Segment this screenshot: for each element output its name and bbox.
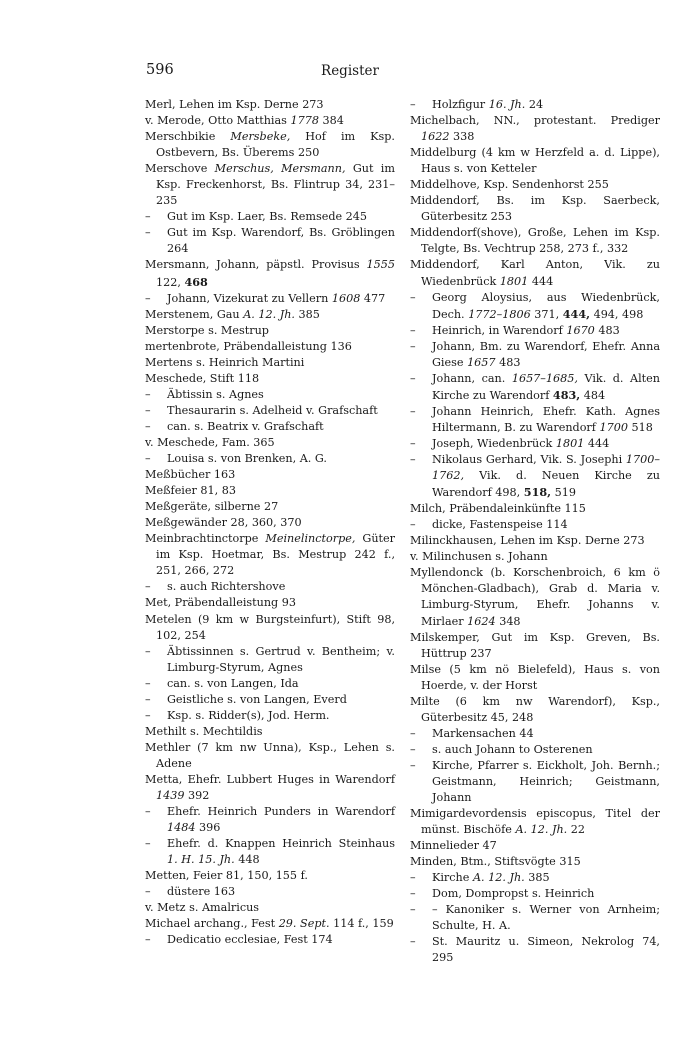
entry-text: Ksp. s. Ridder(s), Jod. Herm.	[167, 708, 330, 722]
index-subentry	[145, 387, 395, 403]
entry-text: Äbtissinnen s. Gertrud v. Bentheim; v. Limburg-Styrum, Agnes	[167, 644, 395, 674]
bold-page-ref: 468	[184, 274, 208, 289]
index-entry	[410, 630, 660, 662]
entry-text: Methler (7 km nw Unna), Ksp., Lehen s. Adene	[145, 740, 395, 770]
index-entry	[145, 257, 395, 290]
index-entry	[145, 371, 395, 387]
entry-text: Ehefr. d. Knappen Heinrich Steinhaus	[167, 837, 395, 851]
index-subentry	[410, 404, 660, 436]
index-subentry	[145, 836, 395, 868]
italic-text: 1772–1806	[468, 307, 531, 321]
entry-text: can. s. Beatrix v. Grafschaft	[167, 419, 324, 433]
index-subentry	[410, 726, 660, 742]
index-entry	[410, 257, 660, 289]
entry-text: Myllendonck (b. Korschenbroich, 6 km ö Mönchen-Gladbach), Grab d. Maria v. Limburg-Styrum, Ehefr. Johanns v. Mirlaer	[410, 566, 660, 628]
italic-text: A. 12. Jh.	[243, 307, 295, 321]
entry-text: 494, 498	[590, 307, 644, 321]
italic-text: 1778	[290, 114, 319, 128]
entry-text: 483	[594, 323, 620, 337]
italic-text: A. 12. Jh.	[515, 823, 568, 837]
entry-text: Nikolaus Gerhard, Vik. S. Josephi	[432, 453, 626, 467]
italic-text: 1608	[331, 291, 361, 305]
entry-text: Middendorf(shove), Große, Lehen im Ksp. Telgte, Bs. Vechtrup 258, 273 f., 332	[410, 226, 660, 256]
italic-text: 1624	[467, 614, 496, 628]
entry-text: Vik. d. Alten Kirche zu Warendorf	[432, 371, 660, 402]
entry-text: Thesaurarin s. Adelheid v. Grafschaft	[167, 403, 378, 417]
entry-text: Gut im Ksp. Freckenhorst, Bs. Flintrup 34, 231–235	[156, 162, 395, 208]
italic-text: 1657–1685,	[511, 371, 578, 385]
index-entry	[145, 435, 395, 451]
entry-text: Johann, can.	[432, 371, 512, 385]
italic-text: 1700	[599, 420, 628, 434]
index-subentry	[410, 436, 660, 452]
entry-text: 396	[195, 821, 221, 835]
entry-text: Johann, Vizekurat zu Vellern	[167, 291, 332, 305]
entry-text: – Kanoniker s. Werner von Arnheim; Schulte, H. A.	[432, 903, 660, 933]
italic-text: 1670	[566, 323, 595, 337]
index-entry	[145, 772, 395, 804]
entry-text: dicke, Fastenspeise 114	[432, 518, 568, 532]
entry-text: Meinbrachtinctorpe	[145, 532, 266, 546]
index-entry	[410, 177, 660, 193]
index-subentry	[145, 579, 395, 595]
entry-text: 519	[551, 486, 576, 500]
italic-text: 1484	[167, 821, 196, 835]
index-entry	[145, 900, 395, 916]
index-subentry	[410, 290, 660, 323]
index-entry	[145, 129, 395, 161]
entry-text: v. Milinchusen s. Johann	[410, 550, 548, 564]
italic-text: 1801	[499, 274, 529, 288]
entry-text: 348	[495, 614, 521, 628]
index-subentry	[410, 934, 660, 966]
index-subentry	[410, 870, 660, 886]
italic-text: 1657	[467, 355, 496, 369]
entry-text: Meßgewänder 28, 360, 370	[145, 516, 302, 530]
entry-text: 371,	[530, 307, 563, 321]
entry-text: Gut im Ksp. Laer, Bs. Remsede 245	[167, 210, 368, 224]
entry-text: Hof im Ksp. Ostbevern, Bs. Überems 250	[156, 130, 395, 160]
index-subentry	[410, 452, 660, 501]
entry-text: 392	[184, 789, 210, 803]
italic-text: 1622	[421, 130, 450, 144]
entry-text: Milskemper, Gut im Ksp. Greven, Bs. Hüttrup 237	[410, 630, 660, 660]
entry-text: Michael archang., Fest	[145, 917, 279, 931]
entry-text: St. Mauritz u. Simeon, Nekrolog 74, 295	[432, 935, 660, 965]
entry-text: Holzfigur	[432, 98, 489, 111]
index-entry	[145, 916, 395, 932]
entry-text: 384	[318, 114, 344, 128]
index-subentry	[410, 517, 660, 533]
entry-text: Milinckhausen, Lehen im Ksp. Derne 273	[410, 534, 645, 548]
index-subentry	[145, 932, 395, 948]
index-subentry	[145, 419, 395, 435]
entry-text: 483	[495, 355, 521, 369]
index-entry	[145, 113, 395, 129]
index-entry	[145, 467, 395, 483]
entry-text: Merstenem, Gau	[145, 307, 244, 321]
entry-text: 338	[449, 130, 475, 144]
index-entry	[145, 595, 395, 611]
bold-page-ref: 444,	[562, 306, 591, 321]
entry-text: Milse (5 km nö Bielefeld), Haus s. von Hoerde, v. der Horst	[410, 662, 660, 692]
index-subentry	[145, 804, 395, 836]
entry-text: Met, Präbendalleistung 93	[145, 596, 297, 610]
entry-text: Dedicatio ecclesiae, Fest 174	[167, 933, 333, 947]
italic-text: Merschus, Mersmann,	[214, 162, 346, 176]
index-subentry	[410, 339, 660, 371]
entry-text: Mersmann, Johann, päpstl. Provisus	[145, 258, 367, 272]
index-entry	[410, 113, 660, 145]
italic-text: 29. Sept.	[278, 917, 330, 931]
entry-text: Michelbach, NN., protestant. Prediger	[410, 114, 660, 128]
entry-text: v. Metz s. Amalricus	[145, 901, 260, 915]
entry-text: Johann Heinrich, Ehefr. Kath. Agnes Hiltermann, B. zu Warendorf	[432, 404, 660, 434]
entry-text: Merl, Lehen im Ksp. Derne 273	[145, 98, 324, 111]
entry-text: Markensachen 44	[432, 726, 534, 740]
entry-text: Merstorpe s. Mestrup	[145, 323, 269, 337]
page-number: 596	[146, 62, 174, 78]
index-entry	[410, 854, 660, 870]
entry-text: Meßfeier 81, 83	[145, 484, 236, 498]
entry-text: 122,	[156, 275, 185, 289]
page-title: Register	[321, 63, 379, 79]
index-entry	[145, 868, 395, 884]
entry-text: Metten, Feier 81, 150, 155 f.	[145, 869, 308, 883]
index-entry	[145, 339, 395, 355]
index-entry	[410, 193, 660, 225]
bold-page-ref: 483,	[552, 387, 581, 402]
index-entry	[145, 724, 395, 740]
index-subentry	[410, 97, 660, 113]
entry-text: Middelhove, Ksp. Sendenhorst 255	[410, 178, 609, 192]
index-column-right	[410, 97, 660, 967]
italic-text: A. 12. Jh.	[472, 871, 525, 885]
index-subentry	[145, 676, 395, 692]
entry-text: Metta, Ehefr. Lubbert Huges in Warendorf	[145, 772, 395, 786]
index-entry	[145, 355, 395, 371]
italic-text: Mersbeke,	[230, 130, 291, 144]
index-subentry	[145, 708, 395, 724]
entry-text: Gut im Ksp. Warendorf, Bs. Gröblingen 264	[167, 226, 395, 256]
entry-text: düstere 163	[167, 885, 236, 899]
entry-text: 518	[627, 420, 653, 434]
index-entry	[145, 499, 395, 515]
bold-page-ref: 518,	[523, 485, 552, 500]
italic-text: 1. H. 15. Jh.	[167, 853, 235, 867]
entry-text: Merschbikie	[145, 130, 231, 144]
entry-text: Vik. d. Neuen Kirche zu Warendorf 498,	[432, 469, 660, 500]
index-entry	[410, 838, 660, 854]
entry-text: Dom, Dompropst s. Heinrich	[432, 887, 595, 901]
entry-text: 22	[567, 823, 586, 837]
entry-text: Ehefr. Heinrich Punders in Warendorf	[167, 805, 395, 819]
entry-text: mertenbrote, Präbendalleistung 136	[145, 339, 352, 353]
index-column-left	[145, 97, 395, 948]
entry-text: v. Merode, Otto Matthias	[145, 114, 291, 128]
entry-text: Meßbücher 163	[145, 468, 236, 482]
index-subentry	[410, 371, 660, 404]
index-entry	[145, 612, 395, 644]
entry-text: 477	[360, 291, 386, 305]
index-entry	[410, 145, 660, 177]
entry-text: Metelen (9 km w Burgsteinfurt), Stift 98, 102, 254	[145, 612, 395, 642]
entry-text: 114 f., 159	[329, 917, 394, 931]
entry-text: Kirche	[432, 871, 473, 885]
index-subentry	[145, 451, 395, 467]
index-entry	[410, 501, 660, 517]
index-entry	[410, 533, 660, 549]
entry-text: Mertens s. Heinrich Martini	[145, 355, 305, 369]
entry-text: Merschove	[145, 162, 215, 176]
entry-text: 444	[584, 436, 610, 450]
entry-text: Milch, Präbendaleinkünfte 115	[410, 502, 586, 516]
index-entry	[145, 483, 395, 499]
italic-text: Meinelinctorpe,	[265, 532, 356, 546]
entry-text: Louisa s. von Brenken, A. G.	[167, 452, 327, 466]
index-subentry	[410, 758, 660, 806]
index-entry	[145, 740, 395, 772]
index-subentry	[410, 886, 660, 902]
entry-text: 444	[528, 274, 554, 288]
entry-text: v. Meschede, Fam. 365	[145, 435, 275, 449]
index-subentry	[145, 209, 395, 225]
index-subentry	[145, 403, 395, 419]
index-entry	[145, 97, 395, 113]
index-entry	[410, 662, 660, 694]
entry-text: 448	[234, 853, 260, 867]
index-subentry	[145, 692, 395, 708]
entry-text: Middelburg (4 km w Herzfeld a. d. Lippe), Haus s. von Ketteler	[410, 146, 660, 176]
entry-text: 385	[524, 871, 550, 885]
index-entry	[410, 225, 660, 257]
italic-text: 16. Jh.	[488, 98, 526, 111]
entry-text: Methilt s. Mechtildis	[145, 724, 263, 738]
index-entry	[410, 694, 660, 726]
italic-text: 1439	[156, 789, 185, 803]
entry-text: Milte (6 km nw Warendorf), Ksp., Güterbesitz 45, 248	[410, 694, 660, 724]
entry-text: Meßgeräte, silberne 27	[145, 500, 279, 514]
entry-text: Johann, Bm. zu Warendorf, Ehefr. Anna Giese	[432, 339, 660, 369]
entry-text: Minnelieder 47	[410, 839, 497, 853]
index-entry	[410, 549, 660, 565]
entry-text: Middendorf, Karl Anton, Vik. zu Wiedenbrück	[410, 258, 660, 288]
italic-text: 1555	[366, 258, 395, 272]
entry-text: Heinrich, in Warendorf	[432, 323, 567, 337]
entry-text: Kirche, Pfarrer s. Eickholt, Joh. Bernh.; Geistmann, Heinrich; Geistmann, Johann	[432, 758, 660, 805]
index-entry	[145, 515, 395, 531]
index-entry	[145, 531, 395, 579]
index-subentry	[145, 644, 395, 676]
index-subentry	[145, 291, 395, 307]
entry-text: s. auch Johann to Osterenen	[432, 742, 593, 756]
italic-text: 1700–1762,	[432, 453, 660, 483]
entry-text: Minden, Btm., Stiftsvögte 315	[410, 855, 581, 869]
index-entry	[410, 806, 660, 838]
entry-text: 385	[295, 307, 320, 321]
entry-text: 484	[580, 388, 606, 402]
entry-text: Meschede, Stift 118	[145, 371, 260, 385]
index-subentry	[410, 323, 660, 339]
entry-text: Güter im Ksp. Hoetmar, Bs. Mestrup 242 f., 251, 266, 272	[156, 532, 395, 578]
entry-text: Georg Aloysius, aus Wiedenbrück, Dech.	[432, 290, 660, 321]
entry-text: Joseph, Wiedenbrück	[432, 436, 556, 450]
index-subentry	[410, 742, 660, 758]
index-entry	[145, 307, 395, 323]
entry-text: 24	[525, 98, 544, 111]
index-entry	[145, 161, 395, 209]
entry-text: can. s. von Langen, Ida	[167, 676, 299, 690]
entry-text: Äbtissin s. Agnes	[167, 387, 264, 401]
italic-text: 1801	[555, 436, 585, 450]
entry-text: Geistliche s. von Langen, Everd	[167, 692, 347, 706]
index-subentry	[145, 225, 395, 257]
entry-text: s. auch Richtershove	[167, 580, 286, 594]
index-entry	[145, 323, 395, 339]
index-subentry	[410, 902, 660, 934]
index-subentry	[145, 884, 395, 900]
entry-text: Middendorf, Bs. im Ksp. Saerbeck, Güterbesitz 253	[410, 194, 660, 224]
index-entry	[410, 565, 660, 629]
entry-text: Mimigardevordensis episcopus, Titel der münst. Bischöfe	[410, 807, 660, 837]
